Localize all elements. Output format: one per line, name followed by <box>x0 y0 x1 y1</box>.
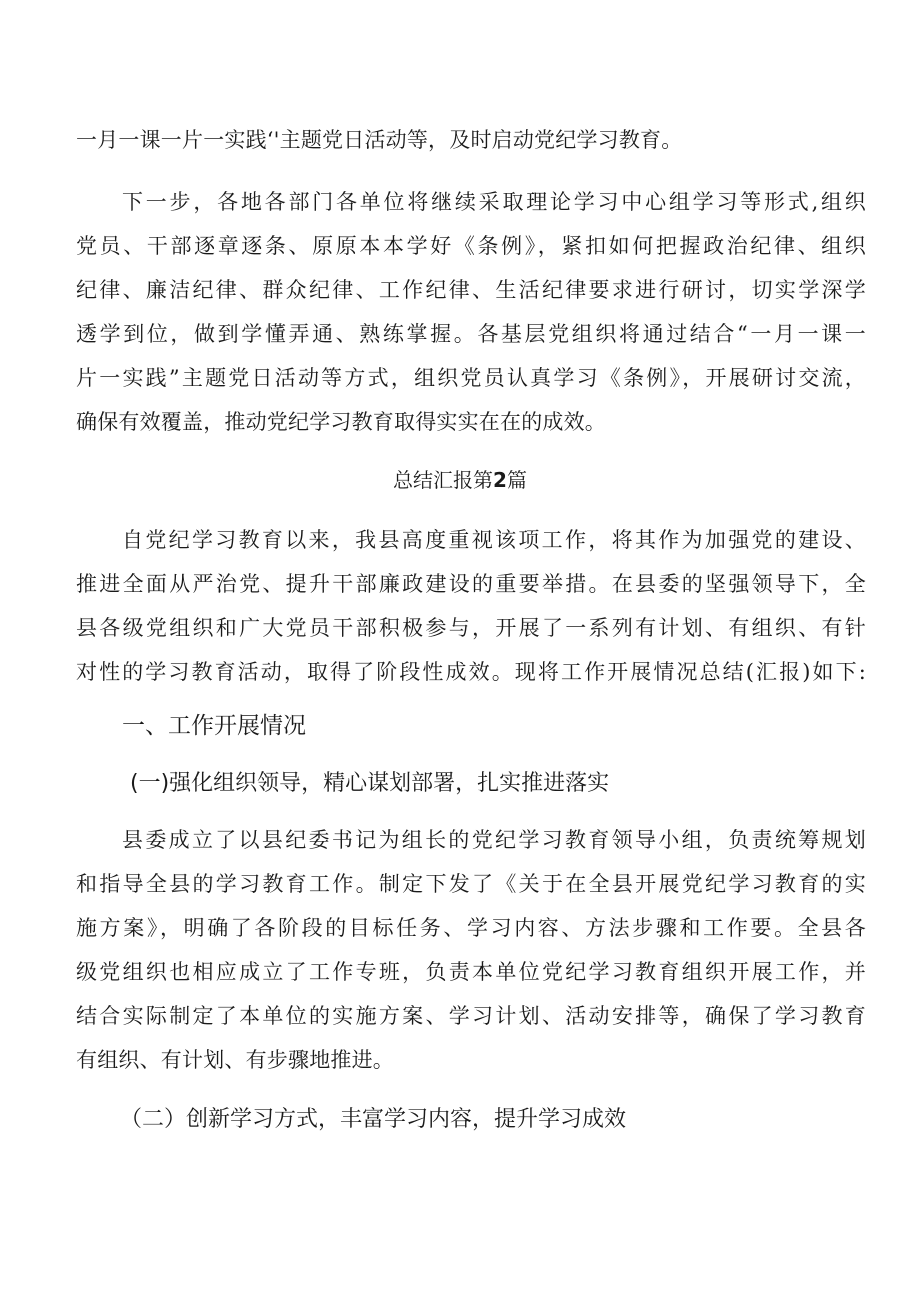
county-line-6: 有组织、有计划、有步骤地推进。 <box>76 1048 394 1072</box>
section-title <box>0 462 920 498</box>
heading-organization-leadership: (一)强化组织领导，精心谋划部署，扎实推进落实 <box>130 771 610 796</box>
county-line-2: 和指导全县的学习教育工作。制定下发了《关于在全县开展党纪学习教育的实 <box>76 872 866 896</box>
next-step-line-1: 下一步，各地各部门各单位将继续采取理论学习中心组学习等形式,组织 <box>122 190 866 214</box>
next-step-line-4: 透学到位，做到学懂弄通、熟练掌握。各基层党组织将通过结合“一月一课一 <box>76 322 866 346</box>
section-title-suffix: 篇 <box>506 468 527 492</box>
since-line-1: 自党纪学习教育以来，我县高度重视该项工作，将其作为加强党的建设、 <box>122 528 866 552</box>
since-line-4: 对性的学习教育活动，取得了阶段性成效。现将工作开展情况总结(汇报)如下: <box>76 660 866 684</box>
section-title-prefix: 总结汇报第 <box>393 468 494 492</box>
next-step-line-3: 纪律、廉洁纪律、群众纪律、工作纪律、生活纪律要求进行研讨，切实学深学 <box>76 278 866 302</box>
county-line-1: 县委成立了以县纪委书记为组长的党纪学习教育领导小组，负责统筹规划 <box>122 828 866 852</box>
intro-line-1: 一月一课一片一实践‘'主题党日活动等，及时启动党纪学习教育。 <box>76 128 683 152</box>
county-line-4: 级党组织也相应成立了工作专班，负责本单位党纪学习教育组织开展工作，并 <box>76 960 866 984</box>
since-line-2: 推进全面从严治党、提升干部廉政建设的重要举措。在县委的坚强领导下，全 <box>76 572 866 596</box>
next-step-line-6: 确保有效覆盖，推动党纪学习教育取得实实在在的成效。 <box>76 410 606 434</box>
section-title-number: 2 <box>493 468 507 492</box>
heading-work-progress: 一、工作开展情况 <box>122 713 306 739</box>
county-line-5: 结合实际制定了本单位的实施方案、学习计划、活动安排等，确保了学习教育 <box>76 1004 866 1028</box>
next-step-line-2: 党员、干部逐章逐条、原原本本学好《条例》，紧扣如何把握政治纪律、组织 <box>76 234 866 258</box>
next-step-line-5: 片一实践”主题党日活动等方式，组织党员认真学习《条例》，开展研讨交流， <box>76 366 866 390</box>
heading-innovate-learning: （二）创新学习方式，丰富学习内容，提升学习成效 <box>120 1107 627 1132</box>
since-line-3: 县各级党组织和广大党员干部积极参与，开展了一系列有计划、有组织、有针 <box>76 616 866 640</box>
county-line-3: 施方案》，明确了各阶段的目标任务、学习内容、方法步骤和工作要。全县各 <box>76 916 866 940</box>
